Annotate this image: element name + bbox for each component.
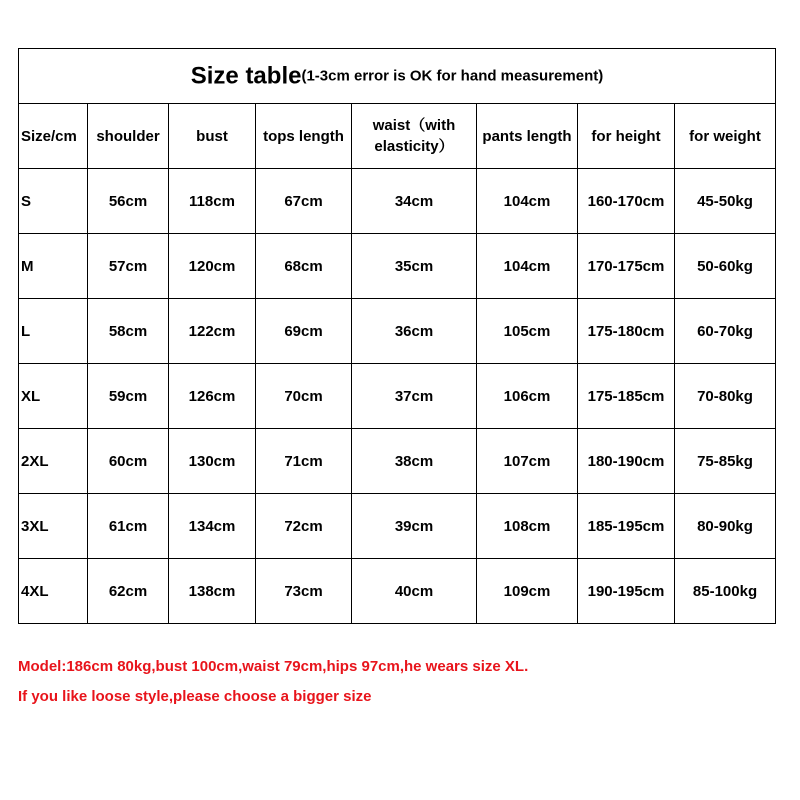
table-header-row bbox=[19, 104, 776, 169]
cell-size: L bbox=[19, 299, 88, 364]
cell-bust: 130cm bbox=[169, 429, 256, 494]
notes bbox=[18, 657, 528, 717]
cell-for-weight: 45-50kg bbox=[675, 169, 776, 234]
cell-shoulder: 61cm bbox=[88, 494, 169, 559]
cell-waist: 35cm bbox=[352, 234, 477, 299]
table-row bbox=[19, 364, 776, 429]
cell-size: 2XL bbox=[19, 429, 88, 494]
cell-pants-length: 109cm bbox=[477, 559, 578, 624]
cell-bust: 126cm bbox=[169, 364, 256, 429]
column-header-for-height: for height bbox=[578, 104, 675, 169]
cell-tops-length: 73cm bbox=[256, 559, 352, 624]
model-note: Model:186cm 80kg,bust 100cm,waist 79cm,hips 97cm,he wears size XL. bbox=[18, 658, 529, 675]
cell-for-weight: 75-85kg bbox=[675, 429, 776, 494]
table-title-main: Size table bbox=[190, 62, 302, 90]
cell-size: S bbox=[19, 169, 88, 234]
cell-for-height: 190-195cm bbox=[578, 559, 675, 624]
cell-for-height: 160-170cm bbox=[578, 169, 675, 234]
table-row bbox=[19, 169, 776, 234]
cell-waist: 38cm bbox=[352, 429, 477, 494]
cell-pants-length: 104cm bbox=[477, 169, 578, 234]
cell-pants-length: 107cm bbox=[477, 429, 578, 494]
column-header-shoulder: shoulder bbox=[88, 104, 169, 169]
cell-size: XL bbox=[19, 364, 88, 429]
cell-shoulder: 62cm bbox=[88, 559, 169, 624]
cell-bust: 134cm bbox=[169, 494, 256, 559]
column-header-size: Size/cm bbox=[19, 104, 88, 169]
cell-pants-length: 104cm bbox=[477, 234, 578, 299]
cell-for-height: 180-190cm bbox=[578, 429, 675, 494]
column-header-waist: waist（with elasticity） bbox=[352, 104, 477, 169]
size-advice-note: If you like loose style,please choose a bigger size bbox=[18, 688, 372, 705]
table-row bbox=[19, 299, 776, 364]
cell-tops-length: 70cm bbox=[256, 364, 352, 429]
cell-for-weight: 80-90kg bbox=[675, 494, 776, 559]
table-row bbox=[19, 234, 776, 299]
cell-for-height: 185-195cm bbox=[578, 494, 675, 559]
cell-waist: 40cm bbox=[352, 559, 477, 624]
cell-bust: 118cm bbox=[169, 169, 256, 234]
cell-shoulder: 60cm bbox=[88, 429, 169, 494]
cell-for-height: 175-185cm bbox=[578, 364, 675, 429]
cell-waist: 36cm bbox=[352, 299, 477, 364]
cell-bust: 122cm bbox=[169, 299, 256, 364]
cell-tops-length: 67cm bbox=[256, 169, 352, 234]
cell-pants-length: 106cm bbox=[477, 364, 578, 429]
cell-for-weight: 50-60kg bbox=[675, 234, 776, 299]
cell-tops-length: 72cm bbox=[256, 494, 352, 559]
cell-for-height: 175-180cm bbox=[578, 299, 675, 364]
size-table bbox=[18, 48, 776, 624]
cell-size: M bbox=[19, 234, 88, 299]
cell-tops-length: 69cm bbox=[256, 299, 352, 364]
cell-for-height: 170-175cm bbox=[578, 234, 675, 299]
cell-bust: 120cm bbox=[169, 234, 256, 299]
cell-shoulder: 56cm bbox=[88, 169, 169, 234]
cell-for-weight: 70-80kg bbox=[675, 364, 776, 429]
cell-waist: 37cm bbox=[352, 364, 477, 429]
cell-pants-length: 108cm bbox=[477, 494, 578, 559]
cell-shoulder: 58cm bbox=[88, 299, 169, 364]
cell-tops-length: 68cm bbox=[256, 234, 352, 299]
column-header-bust: bust bbox=[169, 104, 256, 169]
table-title-note: (1-3cm error is OK for hand measurement) bbox=[301, 67, 604, 85]
cell-tops-length: 71cm bbox=[256, 429, 352, 494]
cell-size: 3XL bbox=[19, 494, 88, 559]
column-header-for-weight: for weight bbox=[675, 104, 776, 169]
table-title bbox=[19, 49, 776, 104]
cell-shoulder: 59cm bbox=[88, 364, 169, 429]
table-row bbox=[19, 429, 776, 494]
cell-waist: 39cm bbox=[352, 494, 477, 559]
cell-for-weight: 60-70kg bbox=[675, 299, 776, 364]
cell-size: 4XL bbox=[19, 559, 88, 624]
column-header-pants-length: pants length bbox=[477, 104, 578, 169]
cell-shoulder: 57cm bbox=[88, 234, 169, 299]
cell-waist: 34cm bbox=[352, 169, 477, 234]
table-row bbox=[19, 494, 776, 559]
column-header-tops-length: tops length bbox=[256, 104, 352, 169]
cell-for-weight: 85-100kg bbox=[675, 559, 776, 624]
table-row bbox=[19, 559, 776, 624]
cell-pants-length: 105cm bbox=[477, 299, 578, 364]
cell-bust: 138cm bbox=[169, 559, 256, 624]
